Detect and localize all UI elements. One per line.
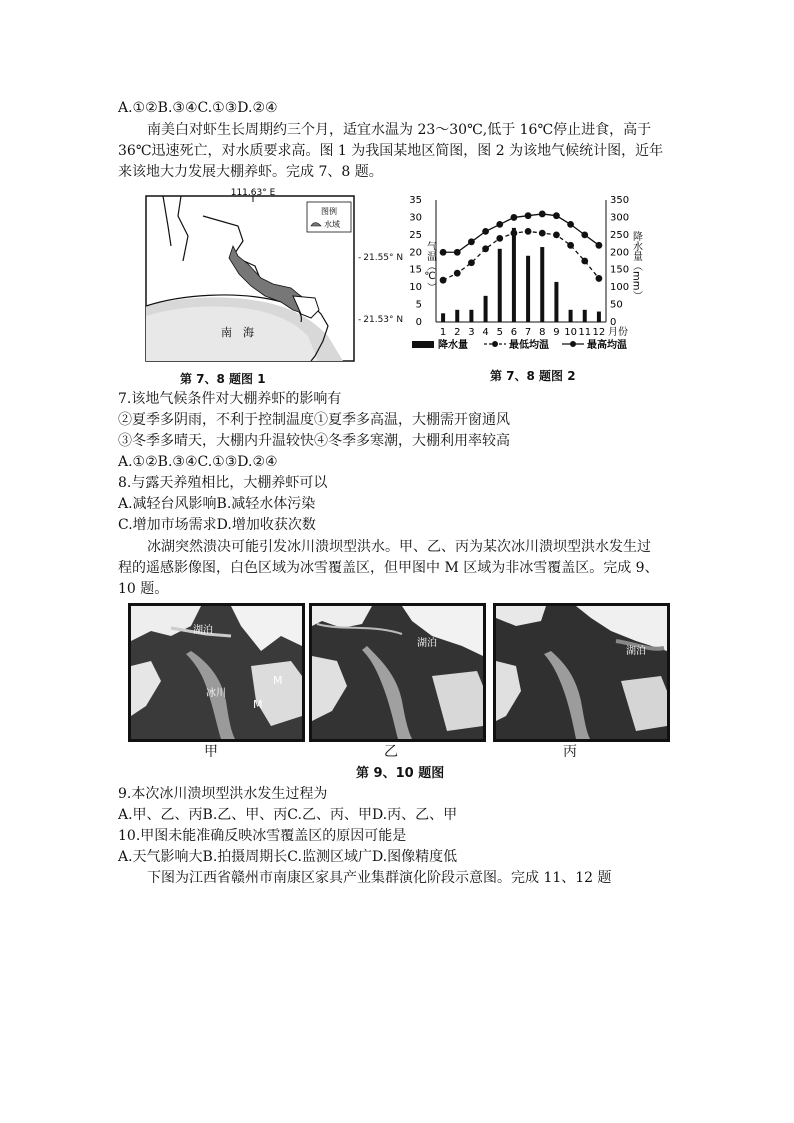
max-temp-line — [443, 214, 599, 252]
max-temp-point — [567, 221, 574, 228]
lat-bottom-label: - 21.53° N — [358, 315, 404, 325]
precip-bar — [597, 312, 601, 322]
q9-options: A.甲、乙、丙B.乙、甲、丙C.乙、丙、甲D.丙、乙、甲 — [118, 807, 458, 823]
lake-label: 湖泊 — [417, 638, 437, 649]
precip-bar — [569, 310, 573, 322]
q7-statements-2: ③冬季多晴天，大棚内升温较快④冬季多寒潮，大棚利用率较高 — [118, 433, 510, 449]
y-left-tick: 5 — [415, 299, 422, 311]
photo-label-jia: 甲 — [204, 744, 218, 760]
min-temp-point — [454, 270, 461, 277]
q9-stem: 9.本次冰川溃坝型洪水发生过程为 — [118, 786, 328, 802]
q10-stem: 10.甲图未能准确反映冰雪覆盖区的原因可能是 — [118, 828, 407, 844]
max-temp-point — [539, 211, 546, 218]
legend-title: 图例 — [321, 207, 337, 216]
lake-label: 湖泊 — [193, 625, 213, 636]
x-tick: 10 — [564, 327, 577, 338]
max-temp-point — [553, 212, 560, 219]
y-right-tick: 100 — [610, 282, 630, 294]
y-left-tick: 0 — [415, 317, 422, 328]
min-temp-point — [553, 231, 560, 238]
y-left-tick: 25 — [409, 229, 422, 241]
y-right-tick: 200 — [610, 247, 630, 259]
y-right-tick: 50 — [610, 299, 623, 311]
y-left-tick: 20 — [409, 247, 422, 259]
legend-bar-swatch — [412, 341, 434, 348]
fig3-caption: 第 9、10 题图 — [356, 766, 445, 781]
max-temp-point — [525, 212, 532, 219]
precip-bar — [583, 310, 587, 322]
precip-bar — [484, 296, 488, 322]
max-temp-point — [440, 249, 447, 256]
x-tick: 3 — [468, 327, 475, 338]
x-tick: 7 — [524, 327, 532, 338]
legend-max-dot — [570, 341, 576, 347]
precip-bar — [441, 313, 445, 322]
y-right-tick: 150 — [610, 264, 630, 276]
min-temp-point — [511, 230, 518, 237]
precip-bar — [498, 249, 502, 322]
min-temp-line — [443, 231, 599, 280]
precip-bar — [512, 228, 516, 322]
min-temp-point — [596, 275, 603, 282]
photo-jia — [128, 603, 305, 742]
precip-bar — [540, 247, 544, 322]
passage-furniture: 下图为江西省赣州市南康区家具产业集群演化阶段示意图。完成 11、12 题 — [147, 870, 612, 886]
fig1-caption: 第 7、8 题图 1 — [180, 372, 266, 386]
fig2-caption: 第 7、8 题图 2 — [490, 369, 576, 383]
y-right-tick: 0 — [610, 317, 617, 328]
x-tick: 12 — [592, 327, 606, 338]
sea-label: 南 海 — [221, 326, 254, 339]
passage-glacier-2: 程的遥感影像图，白色区域为冰雪覆盖区，但甲图中 M 区域为非冰雪覆盖区。完成 9、 — [118, 560, 659, 576]
lake-label: 湖泊 — [626, 646, 646, 657]
y-left-tick: 30 — [409, 212, 422, 224]
min-temp-point — [567, 242, 574, 249]
glacier-label: 冰川 — [206, 688, 226, 699]
y-right-tick: 350 — [610, 195, 630, 206]
min-temp-point — [539, 230, 546, 237]
legend-precip: 降水量 — [438, 340, 468, 351]
m-label-1: M — [273, 674, 283, 687]
q7-statements-1: ②夏季多阴雨，不利于控制温度①夏季多高温，大棚需开窗通风 — [118, 412, 510, 428]
region-map — [143, 186, 357, 366]
max-temp-point — [511, 214, 518, 221]
max-temp-point — [482, 228, 489, 235]
x-tick: 11 — [578, 327, 592, 338]
passage-shrimp-3: 来该地大力发展大棚养虾。完成 7、8 题。 — [118, 164, 383, 180]
m-label-2: M — [253, 698, 263, 711]
max-temp-point — [468, 238, 475, 245]
passage-glacier-3: 10 题。 — [118, 581, 169, 597]
photo-bing — [493, 603, 670, 742]
max-temp-point — [454, 249, 461, 256]
passage-shrimp-2: 36℃迅速死亡，对水质要求高。图 1 为我国某地区简图，图 2 为该地气候统计图，近年 — [118, 143, 664, 159]
y-right-tick: 250 — [610, 229, 630, 241]
precip-bar — [469, 310, 473, 322]
x-tick: 8 — [539, 327, 546, 338]
legend-min: 最低均温 — [509, 340, 549, 351]
climate-chart — [392, 188, 654, 360]
x-tick: 1 — [439, 327, 447, 338]
y-right-label: 降水量（mm） — [630, 231, 642, 301]
passage-glacier-1: 冰湖突然溃决可能引发冰川溃坝型洪水。甲、乙、丙为某次冰川溃坝型洪水发生过 — [147, 539, 651, 555]
precip-bar — [554, 282, 558, 322]
y-left-tick: 15 — [409, 264, 422, 276]
lat-top-label: - 21.55° N — [358, 253, 404, 263]
q10-options: A.天气影响大B.拍摄周期长C.监测区域广D.图像精度低 — [118, 849, 458, 865]
min-temp-point — [482, 245, 489, 252]
photo-label-yi: 乙 — [384, 744, 398, 760]
y-left-tick: 35 — [409, 195, 422, 206]
photo-yi — [309, 603, 486, 742]
x-tick: 6 — [510, 327, 518, 338]
max-temp-point — [496, 221, 503, 228]
x-tick: 9 — [553, 327, 560, 338]
q7-stem: 7.该地气候条件对大棚养虾的影响有 — [118, 391, 342, 407]
min-temp-point — [440, 277, 447, 284]
min-temp-point — [496, 235, 503, 242]
precip-bar — [455, 310, 459, 322]
q8-options-1: A.减轻台风影响B.减轻水体污染 — [118, 496, 316, 512]
q6-options: A.①②B.③④C.①③D.②④ — [118, 100, 278, 116]
legend-min-dot — [492, 341, 498, 347]
y-left-tick: 10 — [409, 282, 422, 294]
x-tick: 4 — [482, 327, 489, 338]
x-label: 月份 — [608, 327, 628, 338]
y-left-label: 气温（℃） — [424, 241, 436, 292]
max-temp-point — [581, 231, 588, 238]
x-tick: 5 — [496, 327, 503, 338]
q7-options: A.①②B.③④C.①③D.②④ — [118, 454, 278, 470]
precip-bar — [526, 256, 530, 322]
q8-options-2: C.增加市场需求D.增加收获次数 — [118, 517, 316, 533]
longitude-label: 111.63° E — [230, 188, 276, 198]
x-tick: 2 — [454, 327, 461, 338]
passage-shrimp-1: 南美白对虾生长周期约三个月，适宜水温为 23～30℃,低于 16℃停止进食，高于 — [147, 122, 652, 138]
min-temp-point — [468, 259, 475, 266]
min-temp-point — [581, 258, 588, 265]
min-temp-point — [525, 228, 532, 235]
y-right-tick: 300 — [610, 212, 630, 224]
max-temp-point — [596, 242, 603, 249]
legend-water: 水域 — [324, 220, 340, 229]
photo-label-bing: 丙 — [563, 744, 577, 760]
legend-max: 最高均温 — [587, 340, 627, 351]
q8-stem: 8.与露天养殖相比，大棚养虾可以 — [118, 475, 328, 491]
